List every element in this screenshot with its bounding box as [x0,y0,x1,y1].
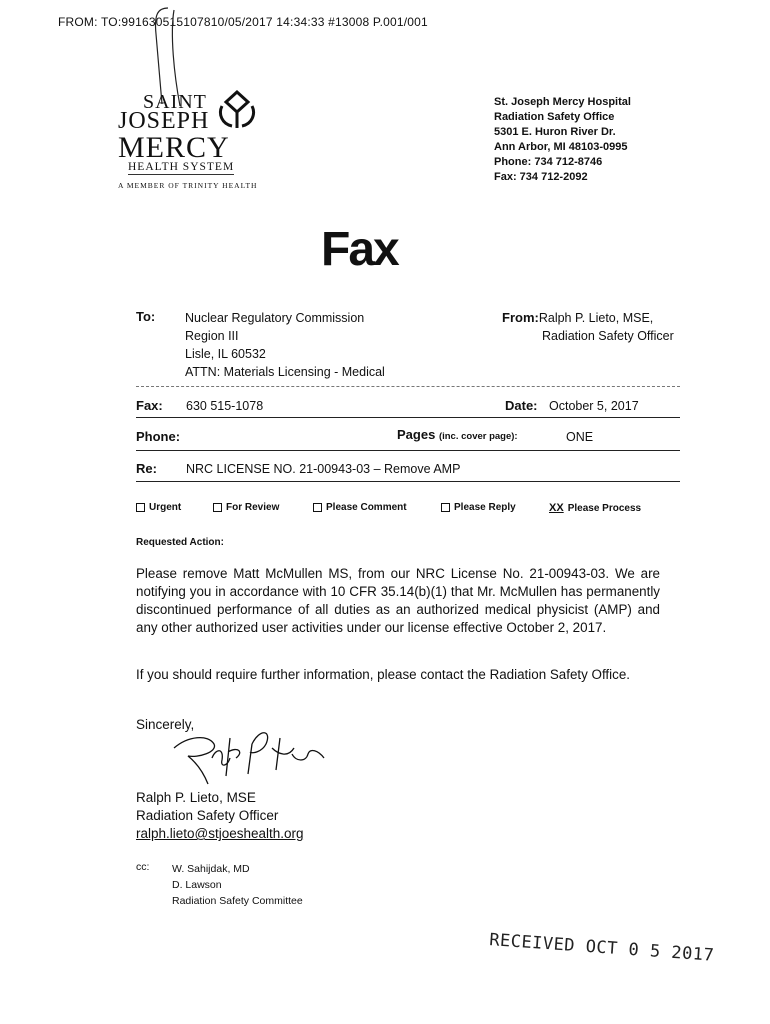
checkbox-box [441,503,450,512]
address-line: Phone: 734 712-8746 [494,156,603,168]
fax-transmission-header: FROM: TO:991630515107810/05/2017 14:34:33 #13008 P.001/001 [58,15,428,29]
divider [136,450,680,451]
checkbox-label: Please Process [567,502,642,514]
checkbox-box [213,503,222,512]
logo-health-system: HEALTH SYSTEM [128,161,235,173]
checkbox-box [136,503,145,512]
signature-block [136,789,304,843]
address-line: St. Joseph Mercy Hospital [494,96,631,108]
pages-label-sub: (inc. cover page): [438,431,518,442]
re-value: NRC LICENSE NO. 21-00943-03 – Remove AMP [186,462,461,476]
pages-label [397,427,518,442]
recipient-line: Lisle, IL 60532 [185,347,266,361]
recipient-line: Region III [185,329,239,343]
pages-label-text: Pages [397,427,436,442]
checkbox-box [313,503,322,512]
sender-address [494,95,631,185]
requested-action-label: Requested Action: [136,537,224,548]
checkbox-please-reply[interactable] [441,502,516,513]
logo-saint: SAINT [143,91,207,113]
address-line: Radiation Safety Office [494,111,615,123]
checkbox-label: Please Reply [454,502,516,513]
logo-mercy: MERCY [118,131,230,164]
from-label: From: [502,310,539,325]
received-stamp: RECEIVED OCT 0 5 2017 [488,930,715,966]
body-paragraph: Please remove Matt McMullen MS, from our NRC License No. 21-00943-03. We are notifying you in accordance with 10 CFR 35.14(b)(1) that Mr. McMullen has permanently discontinued performance of all duties as an authorized medical physicist (AMP) and any other authorized user activities under our license effective October 2, 2017. [136,566,660,635]
closing-salutation: Sincerely, [136,717,195,732]
sender-block [502,309,674,345]
signer-email-link[interactable]: ralph.lieto@stjoeshealth.org [136,826,304,841]
divider [136,386,680,387]
checkbox-for-review[interactable] [213,502,279,513]
signer-title: Radiation Safety Officer [136,808,279,823]
divider [136,417,680,418]
checkbox-please-process[interactable] [549,502,641,514]
logo-joseph: JOSEPH [118,108,210,134]
cc-entry: Radiation Safety Committee [172,895,303,907]
phone-label: Phone: [136,429,181,444]
pages-value: ONE [566,430,594,444]
checkbox-please-comment[interactable] [313,502,407,513]
fax-label: Fax: [136,398,163,413]
date-label: Date: [505,398,538,413]
process-mark: XX [549,502,564,514]
sender-title: Radiation Safety Officer [542,329,674,343]
cc-entry: W. Sahijdak, MD [172,863,250,875]
address-line: Ann Arbor, MI 48103-0995 [494,141,628,153]
logo-member-line: A MEMBER OF TRINITY HEALTH [118,181,258,190]
body-paragraph: If you should require further information, please contact the Radiation Safety Office. [136,667,630,682]
to-label: To: [136,309,156,324]
cc-label: cc: [136,861,150,873]
address-line: Fax: 734 712-2092 [494,171,588,183]
address-line: 5301 E. Huron River Dr. [494,126,616,138]
recipient-block [185,309,385,381]
trinity-logo-icon [214,88,260,130]
checkbox-label: Please Comment [326,502,407,513]
re-label: Re: [136,461,157,476]
cc-entry: D. Lawson [172,879,222,891]
divider [136,481,680,482]
document-title: Fax [321,223,398,276]
recipient-line: ATTN: Materials Licensing - Medical [185,365,385,379]
signer-name: Ralph P. Lieto, MSE [136,790,256,805]
date-value: October 5, 2017 [549,399,639,413]
fax-number: 630 515-1078 [186,399,264,413]
checkbox-label: Urgent [149,502,182,513]
sender-name: Ralph P. Lieto, MSE, [538,311,654,325]
cc-list [172,861,303,909]
checkbox-urgent[interactable] [136,502,181,513]
checkbox-label: For Review [226,502,280,513]
recipient-line: Nuclear Regulatory Commission [185,311,365,325]
handwritten-signature [168,718,328,788]
